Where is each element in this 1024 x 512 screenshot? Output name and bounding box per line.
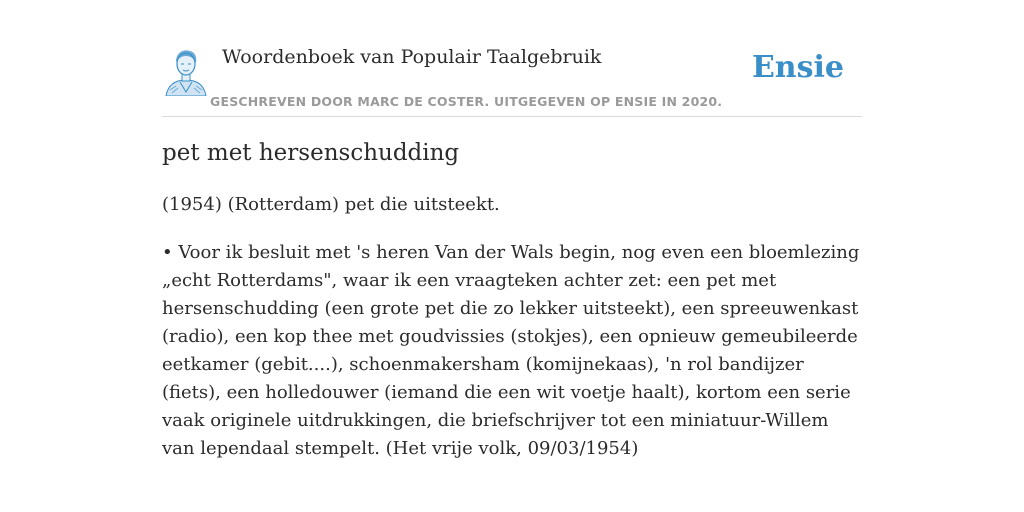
byline: GESCHREVEN DOOR MARC DE COSTER. UITGEGEVEN OP ENSIE IN 2020.	[210, 94, 723, 109]
page	[162, 0, 862, 512]
entry-title: pet met hersenschudding	[162, 140, 460, 166]
book-title[interactable]: Woordenboek van Populair Taalgebruik	[222, 46, 602, 68]
author-portrait-icon	[162, 46, 210, 96]
header	[162, 0, 862, 117]
entry-definition: (1954) (Rotterdam) pet die uitsteekt.	[162, 194, 500, 215]
entry-citation: • Voor ik besluit met 's heren Van der Wals begin, nog even een bloemlezing „echt Rotterdams", waar ik een vraagteken achter zet: een pet met hersenschudding (een grote pet die zo lekker uitsteekt), een spreeuwenkast (radio), een kop thee met goudvissies (stokjes), een opnieuw gemeubileerde eetkamer (gebit....), schoenmakersham (komijnekaas), 'n rol bandijzer (fiets), een holledouwer (iemand die een wit voetje haalt), kortom een serie vaak originele uitdrukkingen, die briefschrijver tot een miniatuur-Willem van lependaal stempelt. (Het vrije volk, 09/03/1954)	[162, 242, 860, 459]
ensie-logo[interactable]: Ensie	[751, 50, 844, 85]
